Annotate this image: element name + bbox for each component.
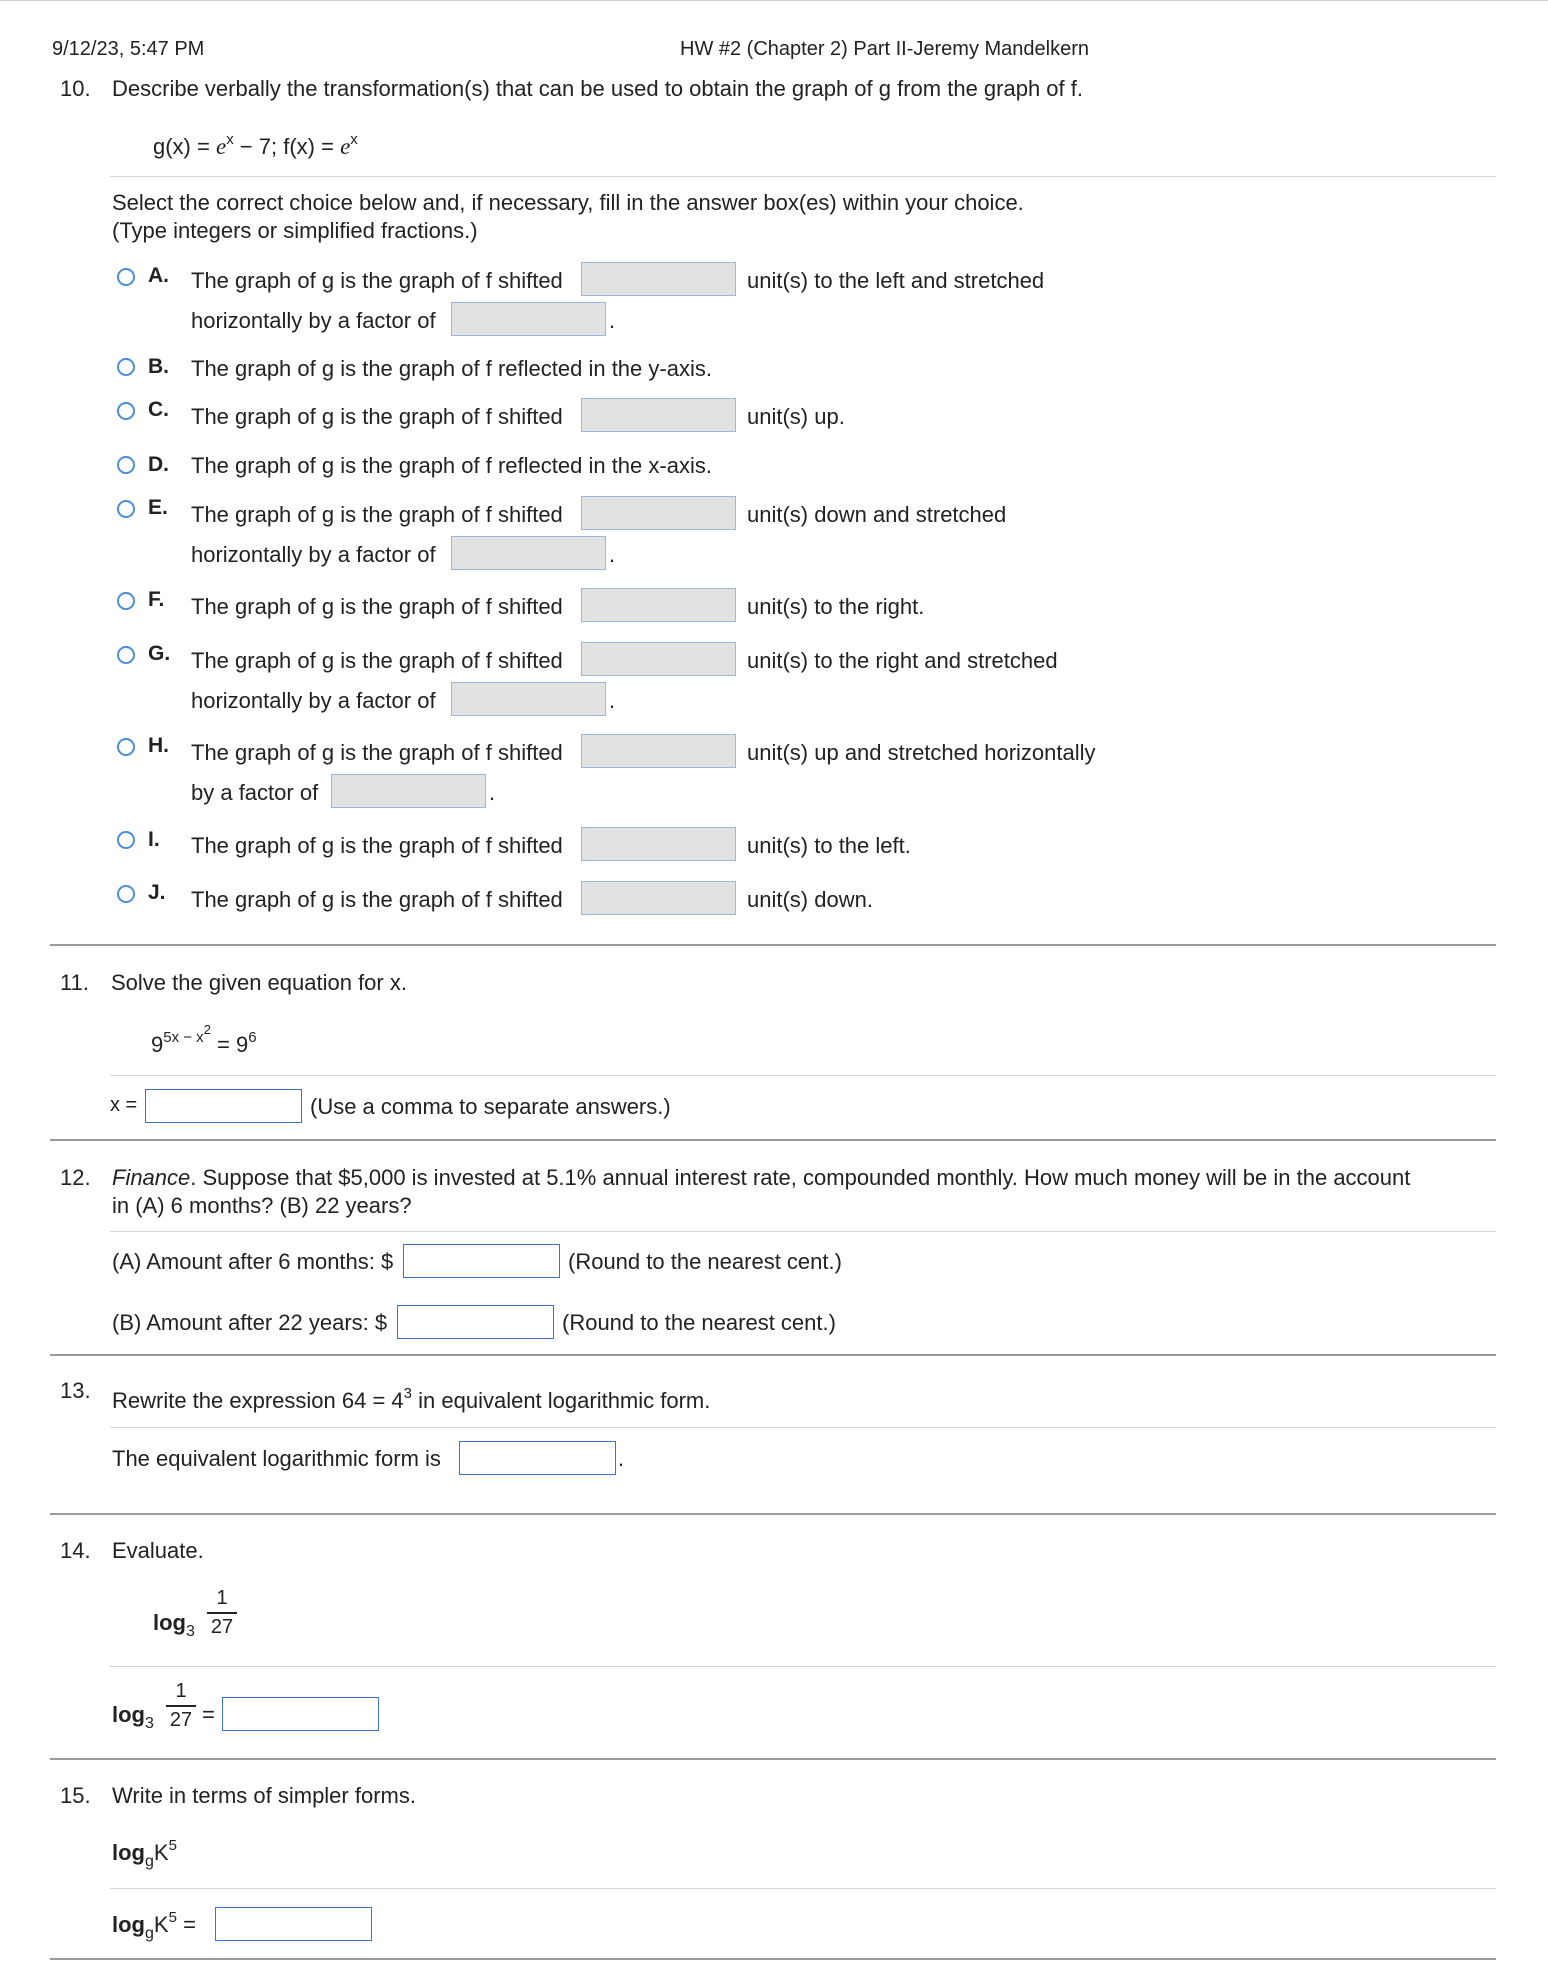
- choice-text: unit(s) up and stretched horizontally: [747, 740, 1096, 765]
- choice-text: horizontally by a factor of: [191, 542, 436, 567]
- answer-label: (A) Amount after 6 months: $: [112, 1249, 394, 1274]
- simplify-answer-input[interactable]: [215, 1907, 372, 1941]
- evaluate-answer-input[interactable]: [222, 1697, 379, 1731]
- answer-box[interactable]: [451, 536, 606, 570]
- choice-text: The graph of g is the graph of f reflected in the x-axis.: [191, 453, 712, 478]
- choice-letter: D.: [148, 453, 169, 476]
- radio-choice-i[interactable]: [117, 831, 135, 849]
- choice-end: .: [609, 308, 616, 333]
- choice-letter: I.: [148, 828, 160, 851]
- question-prompt: Evaluate.: [112, 1538, 204, 1563]
- choice-text: unit(s) to the right and stretched: [747, 648, 1058, 673]
- question-separator: [50, 944, 1496, 946]
- answer-box[interactable]: [331, 774, 486, 808]
- answer-box[interactable]: [581, 262, 736, 296]
- question-prompt: Solve the given equation for x.: [111, 970, 407, 995]
- question-prompt: Rewrite the expression $64 = 4^3$ in equivalent logarithmic form.: [112, 1385, 711, 1413]
- choice-end: .: [609, 688, 616, 713]
- radio-choice-f[interactable]: [117, 592, 135, 610]
- choice-letter: A.: [148, 264, 169, 287]
- amount-22-years-input[interactable]: [397, 1305, 554, 1339]
- equation: $9^{5x - x2} = 9^6$: [151, 1022, 257, 1057]
- instruction: (Type integers or simplified fractions.): [112, 218, 478, 243]
- hint-text: (Use a comma to separate answers.): [310, 1094, 671, 1119]
- choice-text: by a factor of: [191, 780, 319, 805]
- hint-text: (Round to the nearest cent.): [562, 1310, 836, 1335]
- radio-choice-e[interactable]: [117, 500, 135, 518]
- question-number: 14.: [60, 1538, 91, 1563]
- answer-box[interactable]: [451, 302, 606, 336]
- choice-text: The graph of g is the graph of f shifted: [191, 887, 563, 912]
- answer-box[interactable]: [581, 642, 736, 676]
- choice-text: The graph of g is the graph of f shifted: [191, 740, 563, 765]
- choice-text: The graph of g is the graph of f shifted: [191, 404, 563, 429]
- radio-choice-c[interactable]: [117, 402, 135, 420]
- question-separator: [50, 1758, 1496, 1760]
- amount-6-months-input[interactable]: [403, 1244, 560, 1278]
- radio-choice-d[interactable]: [117, 456, 135, 474]
- document-title: HW #2 (Chapter 2) Part II-Jeremy Mandelkern: [680, 38, 1090, 60]
- answer-box[interactable]: [581, 398, 736, 432]
- hint-text: (Round to the nearest cent.): [568, 1249, 842, 1274]
- question-prompt: Describe verbally the transformation(s) that can be used to obtain the graph of g from the graph of f.: [112, 76, 1083, 101]
- equals-sign: =: [202, 1702, 215, 1727]
- divider: [110, 1427, 1496, 1428]
- choice-text: The graph of g is the graph of f shifted: [191, 833, 563, 858]
- function-definition: $g(x) = e^x - 7$; $f(x) = e^x$: [153, 131, 358, 159]
- print-date: 9/12/23, 5:47 PM: [52, 38, 205, 60]
- choice-text: The graph of g is the graph of f shifted: [191, 268, 563, 293]
- choice-end: .: [489, 780, 496, 805]
- choice-letter: F.: [148, 588, 165, 611]
- answer-box[interactable]: [581, 588, 736, 622]
- fraction: 1 27: [207, 1587, 237, 1639]
- choice-text: unit(s) to the right.: [747, 594, 925, 619]
- log-expression: $\log_gK^5$: [112, 1837, 177, 1870]
- choice-text: unit(s) to the left and stretched: [747, 268, 1045, 293]
- choice-letter: H.: [148, 734, 169, 757]
- choice-letter: J.: [148, 881, 166, 904]
- log-expression: $\log_gK^5$ =: [112, 1909, 196, 1942]
- radio-choice-j[interactable]: [117, 885, 135, 903]
- choice-text: horizontally by a factor of: [191, 688, 436, 713]
- question-prompt: Finance. Suppose that $5,000 is invested at 5.1% annual interest rate, compounded monthly. How much money will be in the account: [112, 1165, 1411, 1190]
- question-number: 13.: [60, 1378, 91, 1403]
- choice-letter: C.: [148, 398, 169, 421]
- radio-choice-b[interactable]: [117, 358, 135, 376]
- choice-text: unit(s) down and stretched: [747, 502, 1007, 527]
- choice-text: horizontally by a factor of: [191, 308, 436, 333]
- top-border: [0, 0, 1548, 1]
- question-prompt: Write in terms of simpler forms.: [112, 1783, 416, 1808]
- choice-text: The graph of g is the graph of f shifted: [191, 594, 563, 619]
- choice-letter: E.: [148, 496, 168, 519]
- log-form-input[interactable]: [459, 1441, 616, 1475]
- question-separator: [50, 1513, 1496, 1515]
- divider: [110, 1231, 1496, 1232]
- question-number: 12.: [60, 1165, 91, 1190]
- answer-box[interactable]: [581, 827, 736, 861]
- answer-box[interactable]: [581, 881, 736, 915]
- choice-text: The graph of g is the graph of f shifted: [191, 502, 563, 527]
- answer-label: x =: [110, 1094, 138, 1116]
- answer-label: (B) Amount after 22 years: $: [112, 1310, 388, 1335]
- divider: [110, 1075, 1496, 1076]
- question-separator: [50, 1958, 1496, 1960]
- answer-box[interactable]: [581, 734, 736, 768]
- choice-letter: G.: [148, 642, 171, 665]
- radio-choice-h[interactable]: [117, 738, 135, 756]
- question-number: 15.: [60, 1783, 91, 1808]
- answer-label: The equivalent logarithmic form is: [112, 1446, 441, 1471]
- choice-text: unit(s) down.: [747, 887, 873, 912]
- question-prompt: in (A) 6 months? (B) 22 years?: [112, 1193, 412, 1218]
- choice-text: unit(s) up.: [747, 404, 845, 429]
- fraction: 1 27: [166, 1680, 196, 1732]
- choice-letter: B.: [148, 355, 169, 378]
- question-separator: [50, 1139, 1496, 1141]
- choice-text: The graph of g is the graph of f reflected in the y-axis.: [191, 356, 712, 381]
- radio-choice-g[interactable]: [117, 646, 135, 664]
- answer-end: .: [618, 1446, 625, 1471]
- radio-choice-a[interactable]: [117, 268, 135, 286]
- instruction: Select the correct choice below and, if necessary, fill in the answer box(es) within your choice.: [112, 190, 1024, 215]
- log-expression: $\log_3$: [112, 1702, 154, 1732]
- question-number: 11.: [60, 970, 89, 995]
- question-number: 10.: [60, 76, 91, 101]
- choice-end: .: [609, 542, 616, 567]
- divider: [110, 1888, 1496, 1889]
- answer-box[interactable]: [581, 496, 736, 530]
- divider: [110, 1666, 1496, 1667]
- x-answer-input[interactable]: [145, 1089, 302, 1123]
- question-separator: [50, 1354, 1496, 1356]
- answer-box[interactable]: [451, 682, 606, 716]
- divider: [110, 176, 1496, 177]
- choice-text: The graph of g is the graph of f shifted: [191, 648, 563, 673]
- log-expression: $\log_3$: [153, 1610, 195, 1640]
- choice-text: unit(s) to the left.: [747, 833, 911, 858]
